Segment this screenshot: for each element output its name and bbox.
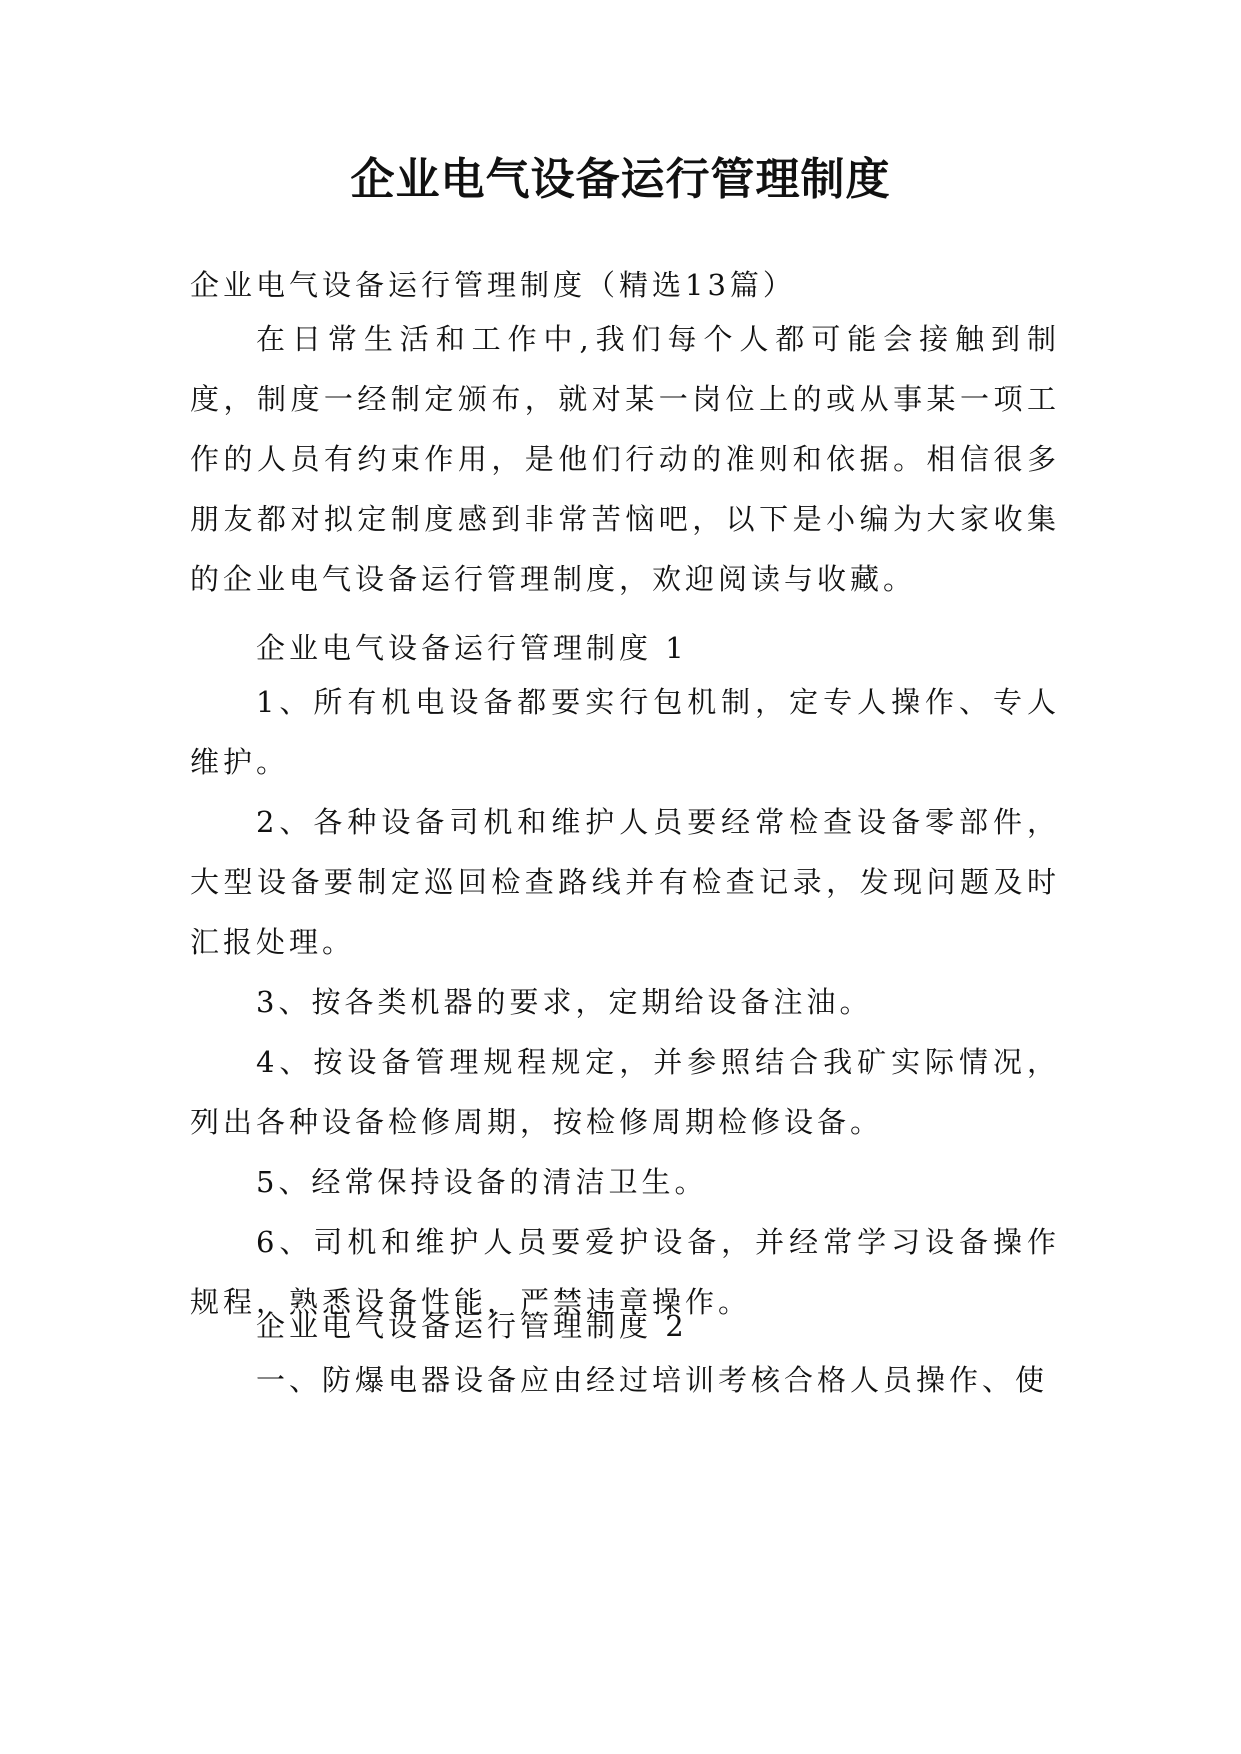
section-1-heading: 企业电气设备运行管理制度 1	[256, 631, 688, 665]
list-item: 4、按设备管理规程规定，并参照结合我矿实际情况，列出各种设备检修周期，按检修周期检修设备。	[190, 1045, 1060, 1139]
list-item: 一、防爆电器设备应由经过培训考核合格人员操作、使	[256, 1363, 1049, 1397]
document-title: 企业电气设备运行管理制度	[350, 154, 891, 205]
section-1-list	[190, 672, 1060, 1332]
list-item: 5、经常保持设备的清洁卫生。	[256, 1165, 708, 1199]
list-item: 6、司机和维护人员要爱护设备，并经常学习设备操作规程，熟悉设备性能，严禁违章操作。	[190, 1225, 1060, 1319]
list-item: 1、所有机电设备都要实行包机制，定专人操作、专人维护。	[190, 685, 1060, 779]
list-item: 2、各种设备司机和维护人员要经常检查设备零部件，大型设备要制定巡回检查路线并有检查记录，发现问题及时汇报处理。	[190, 805, 1060, 959]
section-2-heading: 企业电气设备运行管理制度 2	[256, 1309, 688, 1343]
list-item: 3、按各类机器的要求，定期给设备注油。	[256, 985, 873, 1019]
intro-paragraph: 在日常生活和工作中,我们每个人都可能会接触到制度，制度一经制定颁布，就对某一岗位上的或从事某一项工作的人员有约束作用，是他们行动的准则和依据。相信很多朋友都对拟定制度感到非常苦恼吧，以下是小编为大家收集的企业电气设备运行管理制度，欢迎阅读与收藏。	[190, 322, 1060, 596]
document-subtitle: 企业电气设备运行管理制度（精选13篇）	[190, 268, 796, 302]
